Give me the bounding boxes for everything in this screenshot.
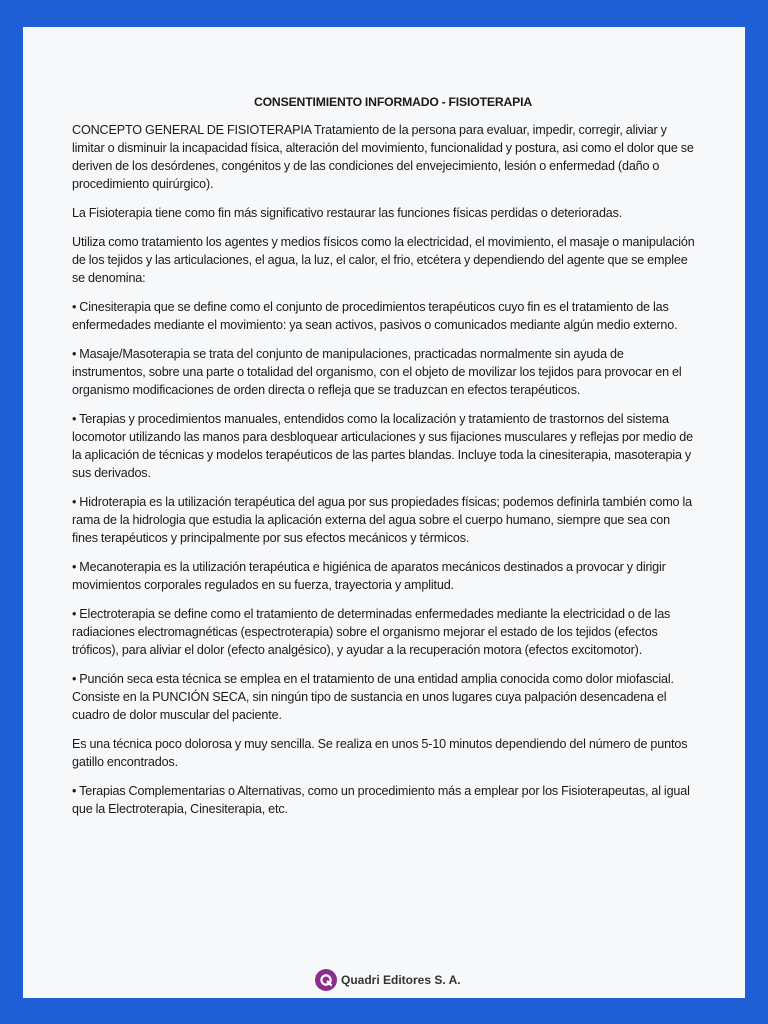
document-body bbox=[72, 93, 698, 829]
paragraph-fin: La Fisioterapia tiene como fin más significativo restaurar las funciones físicas perdidas o deterioradas. bbox=[72, 206, 623, 220]
list-item-mecanoterapia: • Mecanoterapia es la utilización terapéutica e higiénica de aparatos mecánicos destinados a provocar y dirigir movimientos corporales regulados en su fuerza, trayectoria y amplitud. bbox=[72, 560, 666, 592]
paragraph-tratamiento: Utiliza como tratamiento los agentes y medios físicos como la electricidad, el movimiento, el masaje o manipulación de los tejidos y las articulaciones, el agua, la luz, el calor, el frio, etcétera y dependiendo del agente que se emplee se denomina: bbox=[72, 235, 695, 285]
quadri-q-logo-icon bbox=[315, 969, 337, 991]
document-page bbox=[23, 27, 745, 998]
publisher-footer bbox=[315, 969, 461, 991]
list-item-hidroterapia: • Hidroterapia es la utilización terapéutica del agua por sus propiedades físicas; podemos definirla también como la rama de la hidrologia que estudia la aplicación externa del agua sobre el cuerpo humano, siempre que sea con fines terapéuticos y principalmente por sus efectos mecánicos y térmicos. bbox=[72, 495, 692, 545]
paragraph-concepto-general: CONCEPTO GENERAL DE FISIOTERAPIA Tratamiento de la persona para evaluar, impedir, corregir, aliviar y limitar o disminuir la incapacidad física, alteración del movimiento, funcionalidad y postura, asi como el dolor que se deriven de los desórdenes, congénitos y de las condiciones del envejecimiento, lesión o enfermedad (daño o procedimiento quirúrgico). bbox=[72, 123, 694, 191]
list-item-terapias-complementarias: • Terapias Complementarias o Alternativas, como un procedimiento más a emplear por los Fisioterapeutas, al igual que la Electroterapia, Cinesiterapia, etc. bbox=[72, 784, 690, 816]
list-item-puncion-seca: • Punción seca esta técnica se emplea en el tratamiento de una entidad amplia conocida como dolor miofascial. Consiste en la PUNCIÓN SECA, sin ningún tipo de sustancia en unos lugares cuya palpación desencadena el cuadro de dolor muscular del paciente. bbox=[72, 672, 674, 722]
publisher-name: Quadri Editores S. A. bbox=[341, 973, 461, 987]
list-item-electroterapia: • Electroterapia se define como el tratamiento de determinadas enfermedades mediante la electricidad o de las radiaciones electromagnéticas (espectroterapia) sobre el organismo mejorar el estado de los tejidos (efectos tróficos), para aliviar el dolor (efecto analgésico), y ayudar a la recuperación motora (efectos excitomotor). bbox=[72, 607, 671, 657]
paragraph-tecnica: Es una técnica poco dolorosa y muy sencilla. Se realiza en unos 5-10 minutos dependiendo del número de puntos gatillo encontrados. bbox=[72, 737, 688, 769]
list-item-cinesiterapia: • Cinesiterapia que se define como el conjunto de procedimientos terapéuticos cuyo fin es el tratamiento de las enfermedades mediante el movimiento: ya sean activos, pasivos o comunicados mediante algún medio externo. bbox=[72, 300, 678, 332]
document-title: CONSENTIMIENTO INFORMADO - FISIOTERAPIA bbox=[253, 95, 533, 109]
list-item-terapias-manuales: • Terapias y procedimientos manuales, entendidos como la localización y tratamiento de trastornos del sistema locomotor utilizando las manos para desbloquear articulaciones y sus fijaciones musculares y reflejas por medio de la aplicación de técnicas y modelos terapéuticos de las partes blandas. Incluye toda la cinesiterapia, masoterapia y sus derivados. bbox=[72, 412, 694, 480]
list-item-masoterapia: • Masaje/Masoterapia se trata del conjunto de manipulaciones, practicadas normalmente sin ayuda de instrumentos, sobre una parte o totalidad del organismo, con el objeto de movilizar los tejidos para provocar en el organismo modificaciones de orden directa o refleja que se traduzcan en efectos terapéuticos. bbox=[72, 347, 682, 397]
